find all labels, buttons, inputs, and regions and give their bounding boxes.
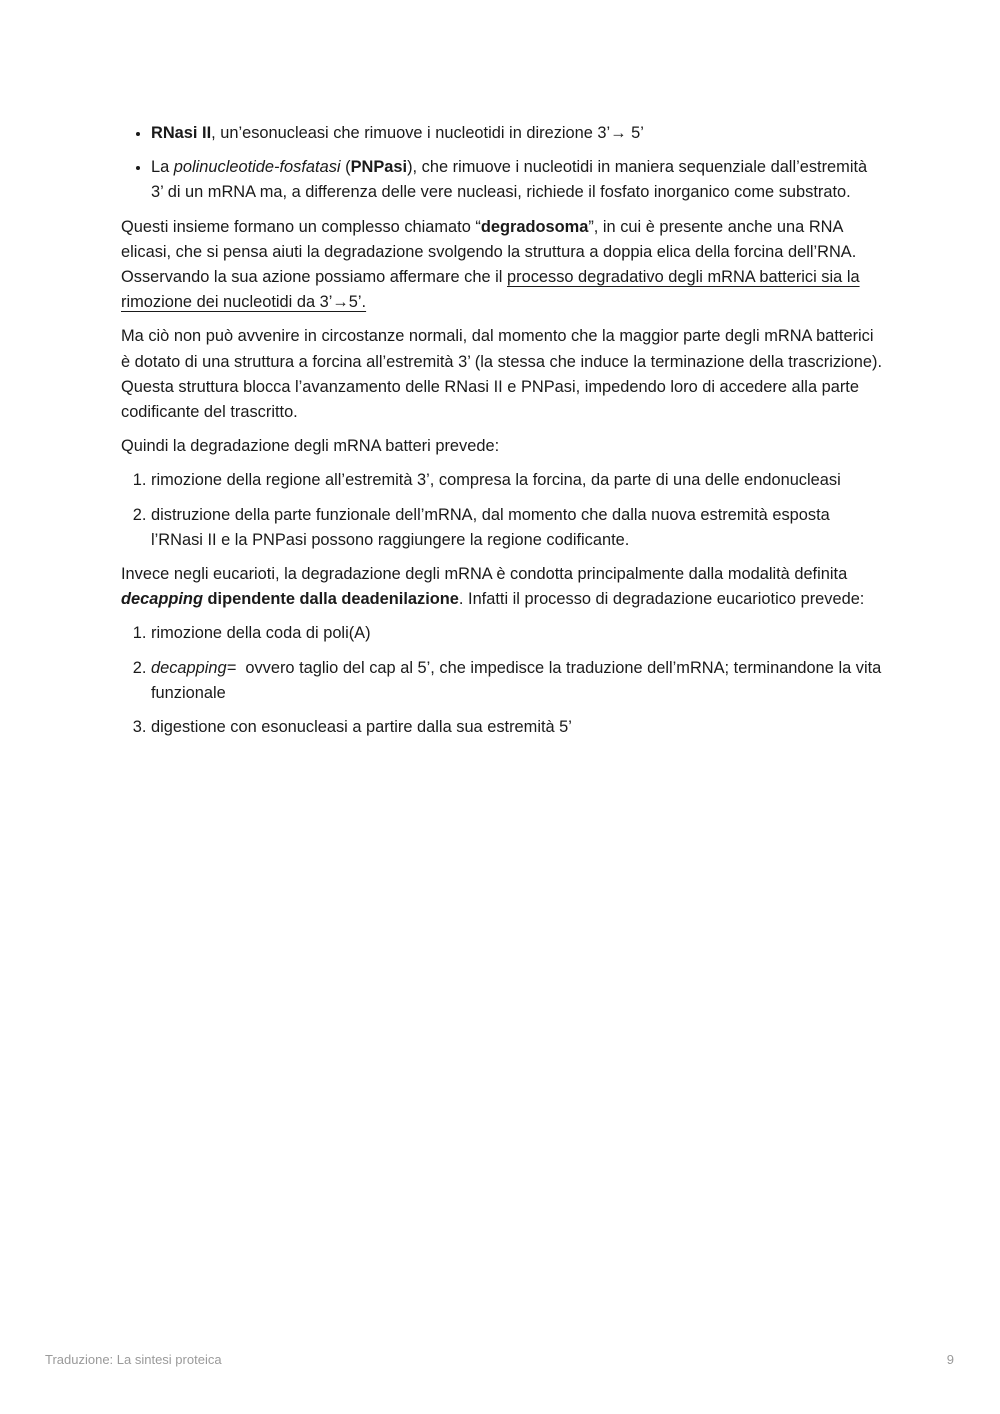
numbered-list (121, 468, 883, 553)
text: ovvero taglio del cap al 5’, che impedisce la traduzione dell’mRNA; terminandone la vita funzionale (151, 658, 886, 702)
term-deadenilazione: dipendente dalla deadenilazione (202, 590, 459, 609)
paragraph (121, 215, 883, 316)
text: , un’esonucleasi che rimuove i nucleotidi in direzione 3’→ 5’ (211, 124, 644, 142)
list-item: 3. digestione con esonucleasi a partire dalla sua estremità 5’ (151, 715, 883, 740)
list-item (151, 121, 883, 146)
list-item (151, 155, 883, 205)
term-decapping: decapping (121, 590, 203, 609)
paragraph: Quindi la degradazione degli mRNA batteri prevede: (121, 437, 500, 456)
paragraph: Ma ciò non può avvenire in circostanze normali, dal momento che la maggior parte degli mRNA batterici è dotato di una struttura a forcina all’estremità 3’ (la stessa che induce la terminazione della trascrizione). Questa struttura blocca l’avanzamento delle RNasi II e PNPasi, impedendo loro di accedere alla parte codificante del trascritto. (121, 327, 883, 422)
term-rnasi: RNasi II (151, 124, 212, 142)
page-number: 9 (946, 1352, 954, 1367)
list-item: 2. distruzione della parte funzionale dell’mRNA, dal momento che dalla nuova estremità esposta l’RNasi II e la PNPasi possono raggiungere la regione codificante. (151, 503, 883, 553)
enzyme-bullet-list (121, 121, 883, 206)
term-pnpasi: PNPasi (350, 158, 408, 177)
list-item: 1. rimozione della regione all’estremità 3’, compresa la forcina, da parte di una delle endonucleasi (151, 468, 883, 493)
footer-title: Traduzione: La sintesi proteica (45, 1352, 222, 1367)
paragraph (121, 562, 883, 612)
text: . Infatti il processo di degradazione eucariotico prevede: (458, 590, 865, 609)
list-item: 1. rimozione della coda di poli(A) (151, 621, 883, 646)
document-body (121, 121, 886, 749)
text: Invece negli eucarioti, la degradazione degli mRNA è condotta principalmente dalla modalità definita (121, 565, 848, 584)
term-italic: polinucleotide-fosfatasi (173, 158, 341, 177)
text: ( (340, 158, 351, 177)
text: La (151, 158, 174, 177)
text: ”, in cui è presente anche una RNA elicasi, che si pensa aiuti la degradazione svolgendo la struttura a doppia elica della forcina dell’RNA. Osservando la sua azione possiamo affermare che il (121, 217, 857, 287)
numbered-list (121, 621, 886, 740)
text: ), che rimuove i nucleotidi in maniera sequenziale dall’estremità 3’ di un mRNA ma, a differenza delle vere nucleasi, richiede il fosfato inorganico come substrato. (151, 158, 868, 202)
underlined-text: processo degradativo degli mRNA batterici sia la rimozione dei nucleotidi da 3’→5’. (121, 268, 860, 312)
list-item (151, 656, 886, 706)
text: Questi insieme formano un complesso chiamato “ (121, 217, 481, 236)
term-italic: decapping= (151, 658, 237, 677)
term-degradosoma: degradosoma (480, 217, 589, 236)
